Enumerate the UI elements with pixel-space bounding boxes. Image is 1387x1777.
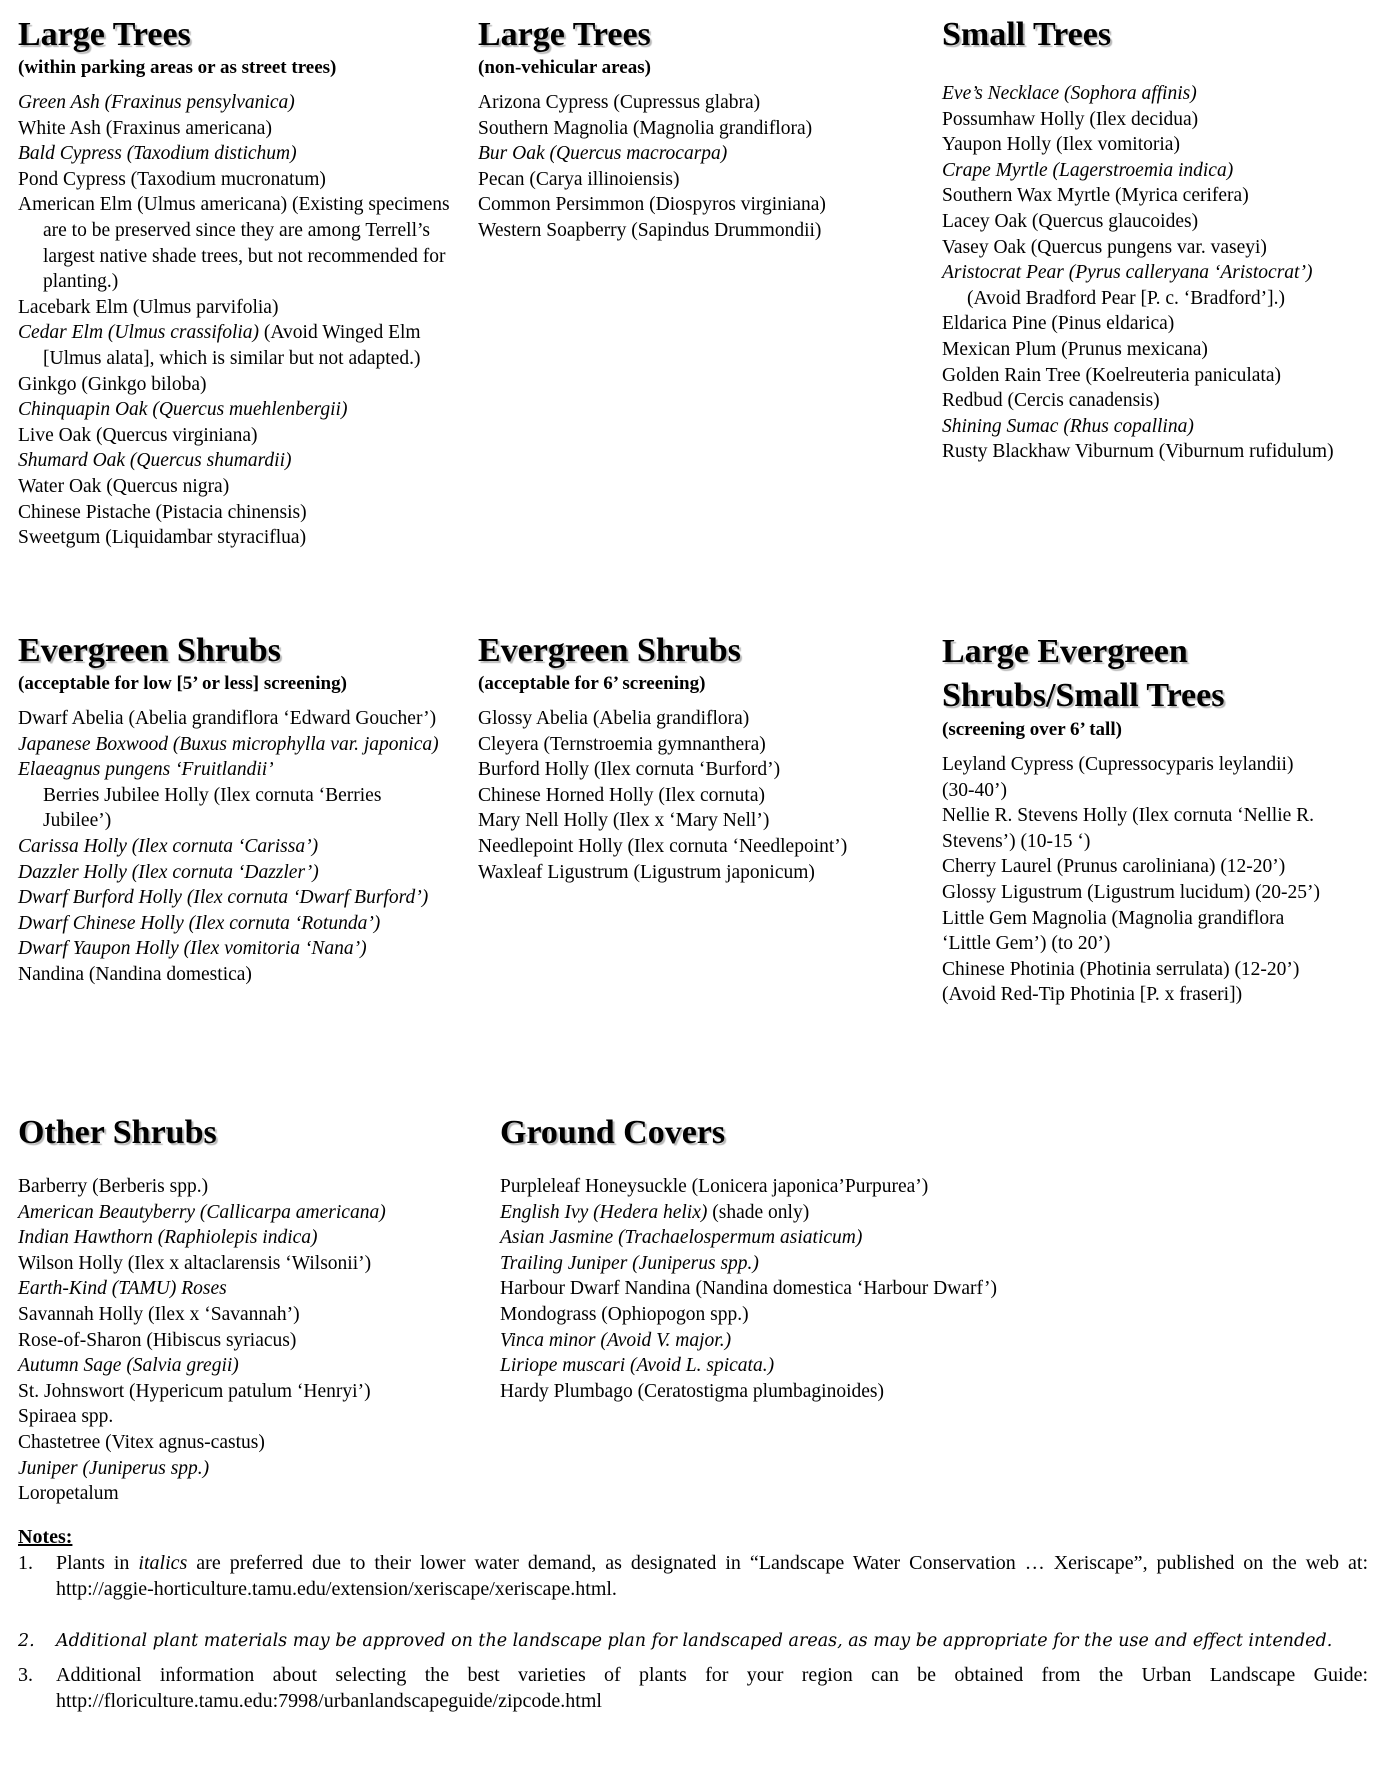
- plant-item: [18, 500, 458, 526]
- plant-item: [18, 706, 448, 732]
- plant-item: [478, 90, 918, 116]
- section-large-trees-nonvehicular: [478, 14, 918, 244]
- plant-item: [942, 803, 1322, 854]
- note-number: 3.: [18, 1664, 33, 1686]
- plant-item: [18, 1353, 458, 1379]
- plant-name: Elaeagnus pungens ‘Fruitlandii’: [18, 759, 274, 781]
- plant-item: [18, 783, 448, 834]
- section-evergreen-shrubs-6ft: [478, 630, 918, 885]
- plant-name: Dazzler Holly (Ilex cornuta ‘Dazzler’): [18, 861, 319, 883]
- section-title: Large Trees: [478, 16, 651, 53]
- plant-name: Vasey Oak (Quercus pungens var. vaseyi): [942, 236, 1267, 258]
- section-other-shrubs: [18, 1112, 458, 1507]
- plant-item: [18, 525, 458, 551]
- section-subtitle: (screening over 6’ tall): [942, 719, 1122, 740]
- note-number: 1.: [18, 1552, 33, 1574]
- plant-item: [478, 834, 918, 860]
- note-text: [56, 1550, 1368, 1602]
- section-evergreen-shrubs-low: [18, 630, 448, 988]
- plant-item: [18, 1276, 458, 1302]
- plant-name: Dwarf Yaupon Holly (Ilex vomitoria ‘Nana’): [18, 938, 367, 960]
- plant-item: [18, 90, 458, 116]
- plant-name: Shumard Oak (Quercus shumardii): [18, 450, 292, 472]
- plant-item: [18, 1174, 458, 1200]
- plant-item: [18, 1481, 458, 1507]
- plant-list: [942, 81, 1352, 465]
- plant-name: Sweetgum (Liquidambar styraciflua): [18, 527, 307, 549]
- notes: [18, 1524, 1368, 1714]
- note-emphasis: italics: [138, 1552, 188, 1574]
- plant-item: [18, 320, 458, 371]
- plant-name: Pond Cypress (Taxodium mucronatum): [18, 168, 326, 190]
- plant-item: [942, 235, 1352, 261]
- plant-name: Hardy Plumbago (Ceratostigma plumbaginoides): [500, 1380, 884, 1402]
- plant-name: Chastetree (Vitex agnus-castus): [18, 1431, 265, 1453]
- plant-item: [478, 167, 918, 193]
- plant-item: [500, 1328, 1100, 1354]
- plant-name: Water Oak (Quercus nigra): [18, 475, 230, 497]
- plant-list: [18, 706, 448, 988]
- section-subtitle: (acceptable for low [5’ or less] screening): [18, 673, 347, 694]
- plant-name: Golden Rain Tree (Koelreuteria paniculata): [942, 364, 1281, 386]
- plant-name: Pecan (Carya illinoiensis): [478, 168, 680, 190]
- plant-name: Live Oak (Quercus virginiana): [18, 424, 258, 446]
- plant-name: Spiraea spp.: [18, 1406, 114, 1428]
- plant-name: Shining Sumac (Rhus copallina): [942, 415, 1194, 437]
- plant-name: Harbour Dwarf Nandina (Nandina domestica ‘Harbour Dwarf’): [500, 1278, 998, 1300]
- plant-item: [18, 1379, 458, 1405]
- plant-item: [942, 337, 1352, 363]
- plant-list: [18, 90, 458, 551]
- plant-item: [478, 808, 918, 834]
- note-number: 2.: [18, 1631, 35, 1651]
- plant-item: [500, 1225, 1100, 1251]
- section-small-trees: [942, 14, 1352, 465]
- plant-item: [942, 414, 1352, 440]
- plant-item: [18, 1430, 458, 1456]
- plant-name: Berries Jubilee Holly (Ilex cornuta ‘Berries Jubilee’): [43, 784, 382, 832]
- plant-name: Cleyera (Ternstroemia gymnanthera): [478, 733, 766, 755]
- section-subtitle: (non-vehicular areas): [478, 57, 651, 78]
- plant-note: (Avoid Bradford Pear [P. c. ‘Bradford’].): [967, 287, 1286, 309]
- plant-item: [942, 311, 1352, 337]
- plant-name: Juniper (Juniperus spp.): [18, 1457, 210, 1479]
- plant-name: Aristocrat Pear (Pyrus calleryana ‘Aristocrat’): [942, 262, 1313, 284]
- notes-title: Notes:: [18, 1526, 73, 1548]
- plant-list: [500, 1174, 1100, 1404]
- plant-name: Rusty Blackhaw Viburnum (Viburnum rufidulum): [942, 441, 1334, 463]
- plant-name: Common Persimmon (Diospyros virginiana): [478, 194, 826, 216]
- plant-name: Glossy Abelia (Abelia grandiflora): [478, 708, 750, 729]
- plant-item: [18, 1456, 458, 1482]
- section-subtitle: (within parking areas or as street trees): [18, 57, 337, 78]
- plant-item: [942, 209, 1352, 235]
- plant-name: Chinese Photinia (Photinia serrulata) (12-20’) (Avoid Red-Tip Photinia [P. x fraseri]): [942, 958, 1300, 1006]
- plant-item: [478, 860, 918, 886]
- plant-name: Redbud (Cercis canadensis): [942, 390, 1160, 412]
- plant-name: Dwarf Abelia (Abelia grandiflora ‘Edward Goucher’): [18, 708, 437, 729]
- plant-list: [18, 1174, 458, 1507]
- plant-item: [18, 936, 448, 962]
- plant-name: American Elm (Ulmus americana) (Existing specimens are to be preserved since they are among Terrell’s largest native shade trees, but not recommended for planting.): [18, 194, 450, 293]
- plant-item: [18, 1328, 458, 1354]
- plant-item: [18, 732, 448, 758]
- plant-name: Purpleleaf Honeysuckle (Lonicera japonica’Purpurea’): [500, 1176, 929, 1197]
- plant-item: [18, 1200, 458, 1226]
- plant-name: Burford Holly (Ilex cornuta ‘Burford’): [478, 759, 781, 781]
- plant-item: [478, 141, 918, 167]
- note-item: [18, 1550, 1368, 1602]
- plant-name: American Beautyberry (Callicarpa americana): [18, 1201, 386, 1223]
- plant-item: [478, 783, 918, 809]
- plant-name: Cherry Laurel (Prunus caroliniana) (12-20’): [942, 856, 1286, 878]
- plant-item: [942, 158, 1352, 184]
- plant-name: Vinca minor (Avoid V. major.): [500, 1329, 732, 1351]
- plant-name: Carissa Holly (Ilex cornuta ‘Carissa’): [18, 835, 319, 857]
- plant-name: Lacey Oak (Quercus glaucoides): [942, 210, 1199, 232]
- plant-item: [500, 1302, 1100, 1328]
- note-text: Additional information about selecting the best varieties of plants for your region can be obtained from the Urban Landscape Guide: http://floriculture.tamu.edu:7998/urbanlandscapeguide/zipcode.html: [56, 1664, 1368, 1712]
- plant-item: [18, 116, 458, 142]
- plant-item: [500, 1353, 1100, 1379]
- plant-name: Wilson Holly (Ilex x altaclarensis ‘Wilsonii’): [18, 1252, 372, 1274]
- plant-name: Waxleaf Ligustrum (Ligustrum japonicum): [478, 861, 815, 883]
- plant-name: Southern Magnolia (Magnolia grandiflora): [478, 117, 813, 139]
- note-text-part: are preferred due to their lower water demand, as designated in “Landscape Water Conservation … Xeriscape”, published on the web at: http://aggie-horticulture.tamu.edu/extension/xeriscape/xeriscape.html.: [56, 1552, 1368, 1600]
- plant-name: Japanese Boxwood (Buxus microphylla var. japonica): [18, 733, 439, 755]
- section-large-evergreen: [942, 630, 1322, 1008]
- plant-item: [500, 1379, 1100, 1405]
- section-title: Evergreen Shrubs: [478, 632, 741, 669]
- plant-item: [18, 885, 448, 911]
- plant-item: [942, 183, 1352, 209]
- plant-name: Liriope muscari (Avoid L. spicata.): [500, 1355, 775, 1377]
- section-title: Large Evergreen Shrubs/Small Trees: [942, 633, 1225, 714]
- plant-item: [18, 834, 448, 860]
- plant-name: Rose-of-Sharon (Hibiscus syriacus): [18, 1329, 297, 1351]
- plant-name: Yaupon Holly (Ilex vomitoria): [942, 134, 1180, 156]
- plant-list: [478, 706, 918, 885]
- note-text-part: Plants in: [56, 1552, 139, 1574]
- note-item: [18, 1662, 1368, 1714]
- plant-item: [18, 423, 458, 449]
- plant-item: [500, 1200, 1100, 1226]
- note-text: Additional plant materials may be approved on the landscape plan for landscaped areas, as may be appropriate for the use and effect intended.: [56, 1631, 1333, 1651]
- plant-note: (shade only): [707, 1201, 810, 1223]
- plant-item: [942, 880, 1322, 906]
- plant-item: [18, 1302, 458, 1328]
- section-ground-covers: [500, 1112, 1100, 1404]
- plant-name: Leyland Cypress (Cupressocyparis leylandii) (30-40’): [942, 754, 1294, 801]
- plant-item: [18, 474, 458, 500]
- note-item: [18, 1628, 1368, 1654]
- plant-item: [478, 732, 918, 758]
- plant-item: [500, 1251, 1100, 1277]
- plant-name: Arizona Cypress (Cupressus glabra): [478, 92, 761, 113]
- plant-name: English Ivy (Hedera helix): [500, 1201, 708, 1223]
- section-title: Ground Covers: [500, 1114, 726, 1151]
- section-subtitle: (acceptable for 6’ screening): [478, 673, 706, 694]
- plant-name: Autumn Sage (Salvia gregii): [18, 1355, 239, 1377]
- plant-item: [18, 167, 458, 193]
- plant-list: [942, 752, 1322, 1008]
- plant-item: [18, 962, 448, 988]
- plant-item: [942, 854, 1322, 880]
- plant-item: [478, 218, 918, 244]
- plant-name: Crape Myrtle (Lagerstroemia indica): [942, 159, 1234, 181]
- plant-name: Ginkgo (Ginkgo biloba): [18, 373, 207, 395]
- plant-name: Asian Jasmine (Trachaelospermum asiaticum): [500, 1227, 863, 1249]
- plant-name: Earth-Kind (TAMU) Roses: [18, 1278, 227, 1300]
- plant-item: [18, 141, 458, 167]
- plant-name: Eldarica Pine (Pinus eldarica): [942, 313, 1175, 335]
- plant-item: [18, 911, 448, 937]
- plant-item: [18, 295, 458, 321]
- plant-item: [942, 107, 1352, 133]
- plant-item: [478, 706, 918, 732]
- section-title: Large Trees: [18, 16, 191, 53]
- plant-name: Glossy Ligustrum (Ligustrum lucidum) (20-25’): [942, 881, 1321, 903]
- plant-name: Mondograss (Ophiopogon spp.): [500, 1303, 749, 1325]
- plant-name: Loropetalum: [18, 1483, 119, 1505]
- plant-item: [942, 363, 1352, 389]
- section-title: Small Trees: [942, 16, 1112, 53]
- plant-name: Dwarf Burford Holly (Ilex cornuta ‘Dwarf Burford’): [18, 887, 429, 909]
- plant-name: Mary Nell Holly (Ilex x ‘Mary Nell’): [478, 810, 770, 832]
- plant-name: White Ash (Fraxinus americana): [18, 117, 272, 139]
- plant-name: St. Johnswort (Hypericum patulum ‘Henryi’): [18, 1380, 371, 1402]
- plant-list: [478, 90, 918, 244]
- plant-name: Mexican Plum (Prunus mexicana): [942, 338, 1208, 360]
- plant-name: Chinquapin Oak (Quercus muehlenbergii): [18, 399, 348, 421]
- plant-item: [942, 81, 1352, 107]
- plant-item: [478, 192, 918, 218]
- plant-name: Lacebark Elm (Ulmus parvifolia): [18, 296, 279, 318]
- plant-note: (Avoid Winged Elm [Ulmus alata], which is similar but not adapted.): [43, 322, 421, 369]
- plant-name: Possumhaw Holly (Ilex decidua): [942, 108, 1199, 130]
- plant-item: [18, 192, 458, 294]
- plant-name: Southern Wax Myrtle (Myrica cerifera): [942, 185, 1249, 207]
- plant-name: Eve’s Necklace (Sophora affinis): [942, 83, 1197, 104]
- plant-item: [18, 1404, 458, 1430]
- plant-name: Western Soapberry (Sapindus Drummondii): [478, 219, 822, 241]
- plant-item: [942, 260, 1352, 311]
- plant-item: [18, 1251, 458, 1277]
- plant-item: [942, 906, 1322, 957]
- plant-item: [500, 1174, 1100, 1200]
- plant-name: Bur Oak (Quercus macrocarpa): [478, 143, 728, 165]
- plant-name: Chinese Pistache (Pistacia chinensis): [18, 501, 307, 523]
- plant-name: Dwarf Chinese Holly (Ilex cornuta ‘Rotunda’): [18, 912, 381, 934]
- plant-item: [18, 397, 458, 423]
- plant-name: Savannah Holly (Ilex x ‘Savannah’): [18, 1303, 300, 1325]
- plant-item: [18, 448, 458, 474]
- plant-name: Nellie R. Stevens Holly (Ilex cornuta ‘Nellie R. Stevens’) (10-15 ‘): [942, 805, 1315, 852]
- plant-name: Barberry (Berberis spp.): [18, 1176, 209, 1197]
- plant-item: [18, 757, 448, 783]
- plant-name: Little Gem Magnolia (Magnolia grandiflora ‘Little Gem’) (to 20’): [942, 907, 1285, 955]
- plant-item: [18, 1225, 458, 1251]
- plant-item: [942, 439, 1352, 465]
- plant-item: [942, 388, 1352, 414]
- plant-name: Trailing Juniper (Juniperus spp.): [500, 1252, 759, 1274]
- section-large-trees-parking: [18, 14, 458, 551]
- plant-item: [478, 116, 918, 142]
- plant-name: Cedar Elm (Ulmus crassifolia): [18, 322, 260, 344]
- plant-item: [478, 757, 918, 783]
- plant-name: Nandina (Nandina domestica): [18, 963, 252, 985]
- section-title: Evergreen Shrubs: [18, 632, 281, 669]
- plant-name: Chinese Horned Holly (Ilex cornuta): [478, 784, 765, 806]
- plant-item: [942, 132, 1352, 158]
- plant-item: [500, 1276, 1100, 1302]
- plant-item: [18, 860, 448, 886]
- plant-item: [942, 752, 1322, 803]
- plant-name: Green Ash (Fraxinus pensylvanica): [18, 92, 295, 113]
- plant-name: Indian Hawthorn (Raphiolepis indica): [18, 1227, 318, 1249]
- plant-name: Bald Cypress (Taxodium distichum): [18, 143, 297, 165]
- plant-name: Needlepoint Holly (Ilex cornuta ‘Needlepoint’): [478, 835, 848, 857]
- plant-item: [942, 957, 1322, 1008]
- section-title: Other Shrubs: [18, 1114, 217, 1151]
- plant-item: [18, 372, 458, 398]
